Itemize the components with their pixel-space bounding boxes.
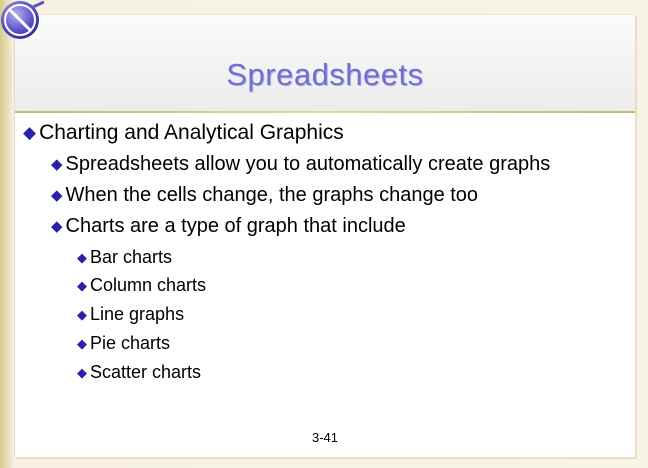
diamond-bullet-icon: ◆ — [77, 365, 87, 380]
bullet-level1 — [23, 121, 344, 145]
page-number: 3-41 — [311, 430, 339, 445]
bullet-text: Scatter charts — [90, 362, 202, 382]
bullet-level3 — [77, 275, 206, 296]
bullet-level3 — [77, 362, 201, 383]
bullet-text: Charting and Analytical Graphics — [39, 121, 344, 144]
title-divider — [15, 111, 635, 113]
bullet-level2 — [51, 184, 478, 207]
corner-logo-icon — [0, 0, 44, 44]
bullet-text: Charts are a type of graph that include — [65, 215, 406, 237]
bullet-text: Pie charts — [90, 333, 171, 353]
diamond-bullet-icon: ◆ — [23, 123, 37, 142]
bullet-text: Bar charts — [90, 247, 173, 267]
slide-title: Spreadsheets — [226, 57, 424, 92]
bullet-level3 — [77, 333, 170, 354]
diamond-bullet-icon: ◆ — [77, 336, 87, 351]
bullet-text: When the cells change, the graphs change too — [65, 184, 479, 206]
slide-panel — [14, 14, 635, 457]
diamond-bullet-icon: ◆ — [77, 278, 87, 293]
bullet-text: Line graphs — [90, 304, 185, 324]
bullet-level3 — [77, 247, 172, 268]
bullet-level2 — [51, 153, 550, 176]
bullet-level2 — [51, 215, 406, 238]
diamond-bullet-icon: ◆ — [51, 156, 63, 173]
diamond-bullet-icon: ◆ — [77, 307, 87, 322]
bullet-level3 — [77, 304, 184, 325]
bullet-text: Column charts — [90, 275, 207, 295]
bullet-text: Spreadsheets allow you to automatically create graphs — [65, 153, 551, 175]
diamond-bullet-icon: ◆ — [77, 250, 87, 265]
diamond-bullet-icon: ◆ — [51, 218, 63, 235]
diamond-bullet-icon: ◆ — [51, 187, 63, 204]
